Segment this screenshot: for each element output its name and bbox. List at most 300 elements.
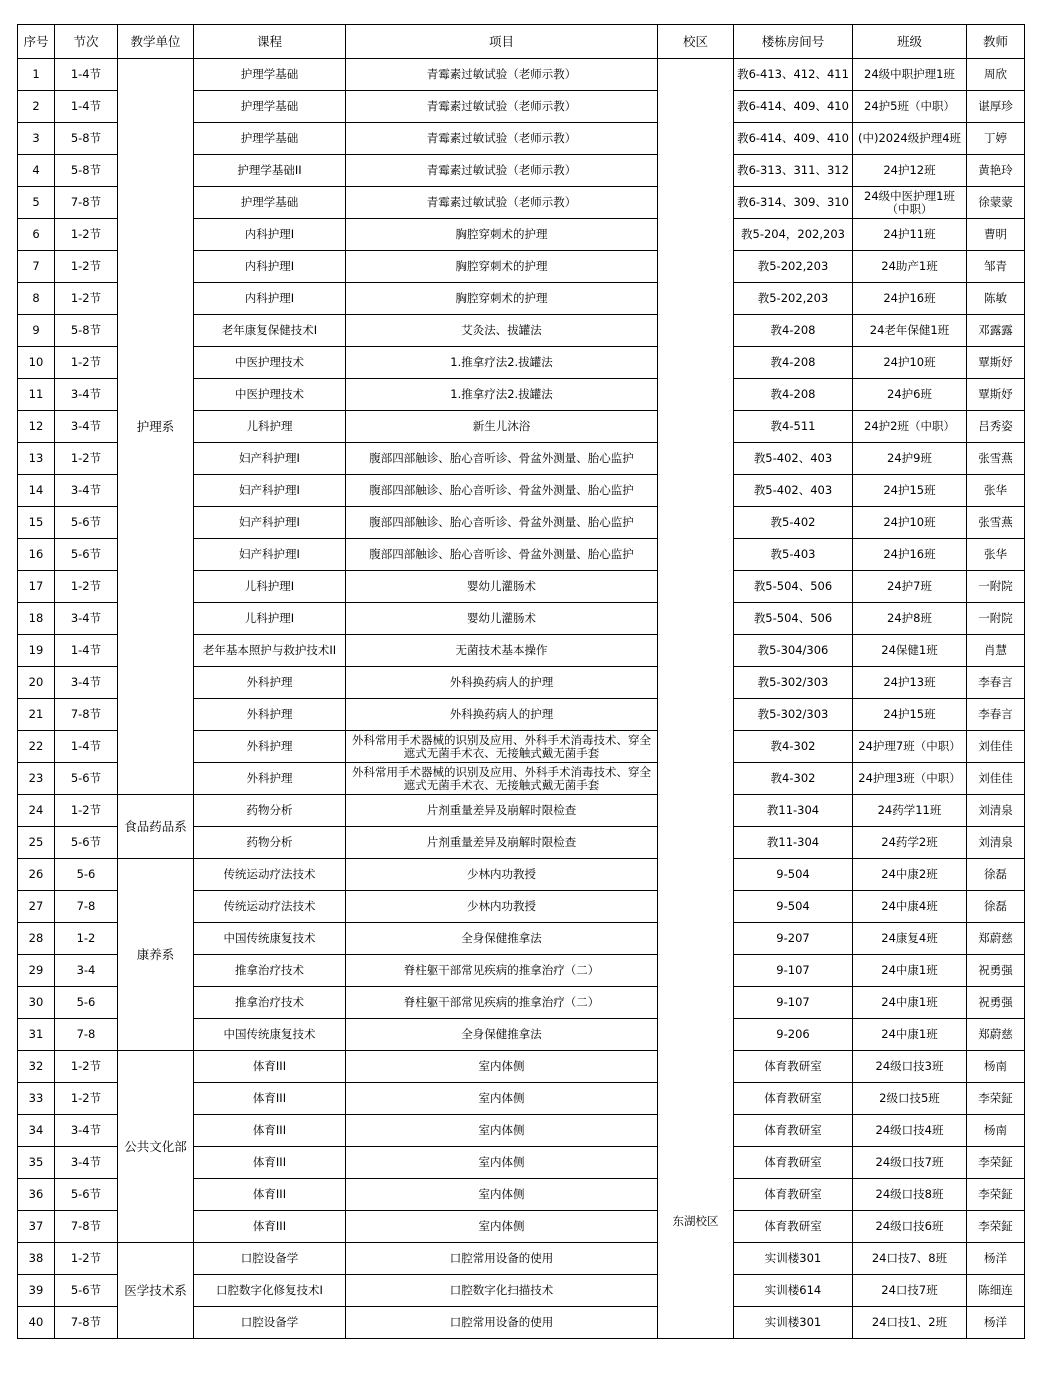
- row-teacher: 肖慧: [967, 635, 1025, 667]
- row-class: 24级中职护理1班: [853, 59, 967, 91]
- row-class: 24口技7、8班: [853, 1243, 967, 1275]
- row-period: 5-6: [55, 987, 118, 1019]
- row-period: 5-8节: [55, 315, 118, 347]
- row-item: 青霉素过敏试验（老师示教）: [346, 91, 658, 123]
- row-room: 体育教研室: [734, 1179, 853, 1211]
- row-no: 19: [18, 635, 55, 667]
- row-period: 7-8: [55, 891, 118, 923]
- row-period: 1-2节: [55, 571, 118, 603]
- row-no: 1: [18, 59, 55, 91]
- row-teacher: 一附院: [967, 603, 1025, 635]
- row-period: 7-8节: [55, 1211, 118, 1243]
- header-teacher: 教师: [967, 25, 1025, 59]
- row-no: 26: [18, 859, 55, 891]
- row-item: 外科换药病人的护理: [346, 667, 658, 699]
- row-room: 教5-302/303: [734, 699, 853, 731]
- row-item: 新生儿沐浴: [346, 411, 658, 443]
- row-room: 实训楼614: [734, 1275, 853, 1307]
- row-room: 教5-302/303: [734, 667, 853, 699]
- row-period: 3-4节: [55, 379, 118, 411]
- row-room: 实训楼301: [734, 1243, 853, 1275]
- row-class: 24护15班: [853, 699, 967, 731]
- row-class: 24护16班: [853, 283, 967, 315]
- row-item: 外科换药病人的护理: [346, 699, 658, 731]
- row-item: 婴幼儿灌肠术: [346, 571, 658, 603]
- row-course: 体育III: [194, 1179, 346, 1211]
- row-teacher: 李春言: [967, 667, 1025, 699]
- header-row: [18, 25, 1025, 59]
- row-course: 口腔数字化修复技术I: [194, 1275, 346, 1307]
- row-teacher: 李荣鉦: [967, 1179, 1025, 1211]
- row-class: 24护2班（中职）: [853, 411, 967, 443]
- row-course: 妇产科护理I: [194, 507, 346, 539]
- row-course: 内科护理I: [194, 219, 346, 251]
- row-item: 腹部四部触诊、胎心音听诊、骨盆外测量、胎心监护: [346, 507, 658, 539]
- row-room: 9-504: [734, 859, 853, 891]
- header-course: 课程: [194, 25, 346, 59]
- row-no: 25: [18, 827, 55, 859]
- row-item: 少林内功教授: [346, 859, 658, 891]
- row-no: 8: [18, 283, 55, 315]
- row-course: 传统运动疗法技术: [194, 859, 346, 891]
- row-no: 7: [18, 251, 55, 283]
- row-class: 24康复4班: [853, 923, 967, 955]
- row-room: 体育教研室: [734, 1051, 853, 1083]
- row-item: 室内体侧: [346, 1211, 658, 1243]
- row-room: 教6-314、309、310: [734, 187, 853, 219]
- row-course: 推拿治疗技术: [194, 987, 346, 1019]
- row-room: 教5-504、506: [734, 603, 853, 635]
- row-item: 全身保健推拿法: [346, 923, 658, 955]
- row-no: 28: [18, 923, 55, 955]
- row-room: 教5-402、403: [734, 475, 853, 507]
- row-course: 体育III: [194, 1115, 346, 1147]
- row-course: 药物分析: [194, 795, 346, 827]
- row-class: 24级口技8班: [853, 1179, 967, 1211]
- row-teacher: 覃斯妤: [967, 379, 1025, 411]
- row-class: 24护9班: [853, 443, 967, 475]
- row-course: 护理学基础: [194, 59, 346, 91]
- row-room: 教5-402: [734, 507, 853, 539]
- row-period: 1-2节: [55, 251, 118, 283]
- row-course: 体育III: [194, 1147, 346, 1179]
- row-no: 31: [18, 1019, 55, 1051]
- row-class: 24级口技6班: [853, 1211, 967, 1243]
- row-class: 24保健1班: [853, 635, 967, 667]
- table-row: [18, 1243, 1025, 1275]
- row-class: 24护理3班（中职）: [853, 763, 967, 795]
- row-period: 7-8节: [55, 699, 118, 731]
- row-room: 教5-504、506: [734, 571, 853, 603]
- row-no: 29: [18, 955, 55, 987]
- row-no: 13: [18, 443, 55, 475]
- row-room: 教5-403: [734, 539, 853, 571]
- row-no: 21: [18, 699, 55, 731]
- row-course: 儿科护理: [194, 411, 346, 443]
- row-item: 口腔数字化扫描技术: [346, 1275, 658, 1307]
- row-room: 教11-304: [734, 795, 853, 827]
- row-period: 5-6节: [55, 763, 118, 795]
- row-period: 5-6节: [55, 539, 118, 571]
- row-class: 24级口技7班: [853, 1147, 967, 1179]
- row-room: 教11-304: [734, 827, 853, 859]
- row-teacher: 杨洋: [967, 1307, 1025, 1339]
- row-period: 3-4节: [55, 603, 118, 635]
- row-room: 9-504: [734, 891, 853, 923]
- row-course: 外科护理: [194, 667, 346, 699]
- row-class: 24护6班: [853, 379, 967, 411]
- row-item: 室内体侧: [346, 1115, 658, 1147]
- row-period: 1-4节: [55, 731, 118, 763]
- row-period: 1-2节: [55, 1051, 118, 1083]
- row-item: 室内体侧: [346, 1147, 658, 1179]
- row-item: 外科常用手术器械的识别及应用、外科手术消毒技术、穿全遮式无菌手术衣、无接触式戴无菌手套: [346, 731, 658, 763]
- row-no: 2: [18, 91, 55, 123]
- row-department: 护理系: [118, 59, 194, 795]
- row-room: 教6-414、409、410: [734, 123, 853, 155]
- row-course: 外科护理: [194, 731, 346, 763]
- row-teacher: 郑蔚慈: [967, 1019, 1025, 1051]
- row-item: 口腔常用设备的使用: [346, 1243, 658, 1275]
- row-class: 24级口技4班: [853, 1115, 967, 1147]
- row-period: 1-2节: [55, 443, 118, 475]
- row-period: 1-2节: [55, 283, 118, 315]
- row-teacher: 丁婷: [967, 123, 1025, 155]
- row-period: 3-4节: [55, 667, 118, 699]
- row-teacher: 祝勇强: [967, 987, 1025, 1019]
- row-teacher: 刘清泉: [967, 827, 1025, 859]
- row-course: 中国传统康复技术: [194, 1019, 346, 1051]
- row-course: 内科护理I: [194, 251, 346, 283]
- row-teacher: 谌厚珍: [967, 91, 1025, 123]
- row-department: 公共文化部: [118, 1051, 194, 1243]
- row-teacher: 张雪燕: [967, 443, 1025, 475]
- row-room: 教4-511: [734, 411, 853, 443]
- row-teacher: 李荣鉦: [967, 1083, 1025, 1115]
- row-no: 6: [18, 219, 55, 251]
- row-teacher: 刘佳佳: [967, 763, 1025, 795]
- header-room: 楼栋房间号: [734, 25, 853, 59]
- row-period: 5-6节: [55, 507, 118, 539]
- row-department: 医学技术系: [118, 1243, 194, 1339]
- row-no: 30: [18, 987, 55, 1019]
- row-period: 5-6节: [55, 1275, 118, 1307]
- row-class: 24护16班: [853, 539, 967, 571]
- row-class: 24药学11班: [853, 795, 967, 827]
- row-period: 1-2节: [55, 795, 118, 827]
- row-item: 室内体侧: [346, 1083, 658, 1115]
- row-no: 34: [18, 1115, 55, 1147]
- row-no: 22: [18, 731, 55, 763]
- header-item: 项目: [346, 25, 658, 59]
- row-no: 20: [18, 667, 55, 699]
- row-period: 1-2节: [55, 1243, 118, 1275]
- row-course: 内科护理I: [194, 283, 346, 315]
- row-class: 2级口技5班: [853, 1083, 967, 1115]
- row-room: 体育教研室: [734, 1083, 853, 1115]
- row-class: (中)2024级护理4班: [853, 123, 967, 155]
- row-course: 老年基本照护与救护技术II: [194, 635, 346, 667]
- row-period: 3-4节: [55, 475, 118, 507]
- row-no: 36: [18, 1179, 55, 1211]
- row-item: 脊柱躯干部常见疾病的推拿治疗（二）: [346, 955, 658, 987]
- row-teacher: 刘清泉: [967, 795, 1025, 827]
- row-teacher: 徐磊: [967, 891, 1025, 923]
- row-teacher: 刘佳佳: [967, 731, 1025, 763]
- row-class: 24护11班: [853, 219, 967, 251]
- row-teacher: 邹青: [967, 251, 1025, 283]
- row-no: 4: [18, 155, 55, 187]
- row-teacher: 李春言: [967, 699, 1025, 731]
- row-no: 5: [18, 187, 55, 219]
- row-class: 24口技1、2班: [853, 1307, 967, 1339]
- header-period: 节次: [55, 25, 118, 59]
- row-teacher: 张华: [967, 539, 1025, 571]
- row-teacher: 周欣: [967, 59, 1025, 91]
- header-campus: 校区: [658, 25, 734, 59]
- row-period: 3-4节: [55, 1147, 118, 1179]
- row-period: 1-2节: [55, 219, 118, 251]
- row-no: 16: [18, 539, 55, 571]
- row-period: 5-8节: [55, 155, 118, 187]
- row-room: 教4-208: [734, 315, 853, 347]
- row-class: 24护10班: [853, 347, 967, 379]
- row-course: 妇产科护理I: [194, 443, 346, 475]
- row-no: 11: [18, 379, 55, 411]
- row-item: 青霉素过敏试验（老师示教）: [346, 187, 658, 219]
- row-no: 17: [18, 571, 55, 603]
- row-no: 39: [18, 1275, 55, 1307]
- row-class: 24中康2班: [853, 859, 967, 891]
- row-course: 护理学基础: [194, 187, 346, 219]
- row-period: 1-2节: [55, 1083, 118, 1115]
- row-class: 24助产1班: [853, 251, 967, 283]
- row-class: 24护12班: [853, 155, 967, 187]
- row-room: 教4-302: [734, 731, 853, 763]
- row-class: 24中康4班: [853, 891, 967, 923]
- row-class: 24护15班: [853, 475, 967, 507]
- row-item: 青霉素过敏试验（老师示教）: [346, 59, 658, 91]
- row-teacher: 徐磊: [967, 859, 1025, 891]
- row-room: 9-206: [734, 1019, 853, 1051]
- row-teacher: 李荣鉦: [967, 1147, 1025, 1179]
- row-room: 体育教研室: [734, 1147, 853, 1179]
- table-body: [18, 59, 1025, 1339]
- row-no: 32: [18, 1051, 55, 1083]
- row-period: 1-2: [55, 923, 118, 955]
- row-period: 7-8节: [55, 187, 118, 219]
- row-item: 外科常用手术器械的识别及应用、外科手术消毒技术、穿全遮式无菌手术衣、无接触式戴无菌手套: [346, 763, 658, 795]
- row-item: 胸腔穿刺术的护理: [346, 219, 658, 251]
- row-course: 传统运动疗法技术: [194, 891, 346, 923]
- row-teacher: 陈细连: [967, 1275, 1025, 1307]
- row-item: 口腔常用设备的使用: [346, 1307, 658, 1339]
- row-room: 教4-302: [734, 763, 853, 795]
- row-period: 3-4: [55, 955, 118, 987]
- row-room: 教4-208: [734, 347, 853, 379]
- row-course: 推拿治疗技术: [194, 955, 346, 987]
- row-course: 体育III: [194, 1083, 346, 1115]
- row-item: 腹部四部触诊、胎心音听诊、骨盆外测量、胎心监护: [346, 539, 658, 571]
- row-teacher: 祝勇强: [967, 955, 1025, 987]
- row-class: 24护10班: [853, 507, 967, 539]
- row-period: 5-6: [55, 859, 118, 891]
- row-course: 外科护理: [194, 699, 346, 731]
- row-course: 外科护理: [194, 763, 346, 795]
- row-teacher: 覃斯妤: [967, 347, 1025, 379]
- row-no: 15: [18, 507, 55, 539]
- row-no: 40: [18, 1307, 55, 1339]
- row-teacher: 陈敏: [967, 283, 1025, 315]
- row-item: 片剂重量差异及崩解时限检查: [346, 827, 658, 859]
- row-period: 1-2节: [55, 347, 118, 379]
- row-room: 体育教研室: [734, 1115, 853, 1147]
- row-item: 片剂重量差异及崩解时限检查: [346, 795, 658, 827]
- row-period: 3-4节: [55, 411, 118, 443]
- row-class: 24级中医护理1班（中职）: [853, 187, 967, 219]
- row-item: 艾灸法、拔罐法: [346, 315, 658, 347]
- row-period: 1-4节: [55, 91, 118, 123]
- row-class: 24中康1班: [853, 1019, 967, 1051]
- row-class: 24中康1班: [853, 987, 967, 1019]
- row-teacher: 杨南: [967, 1051, 1025, 1083]
- table-row: [18, 795, 1025, 827]
- header-class: 班级: [853, 25, 967, 59]
- row-no: 9: [18, 315, 55, 347]
- row-period: 1-4节: [55, 635, 118, 667]
- row-course: 儿科护理I: [194, 603, 346, 635]
- row-course: 护理学基础: [194, 91, 346, 123]
- row-teacher: 吕秀姿: [967, 411, 1025, 443]
- row-course: 口腔设备学: [194, 1243, 346, 1275]
- row-no: 23: [18, 763, 55, 795]
- table-row: [18, 59, 1025, 91]
- row-teacher: 一附院: [967, 571, 1025, 603]
- row-item: 胸腔穿刺术的护理: [346, 251, 658, 283]
- row-teacher: 张雪燕: [967, 507, 1025, 539]
- row-item: 室内体侧: [346, 1179, 658, 1211]
- row-no: 27: [18, 891, 55, 923]
- row-item: 腹部四部触诊、胎心音听诊、骨盆外测量、胎心监护: [346, 475, 658, 507]
- row-period: 5-6节: [55, 827, 118, 859]
- row-course: 中医护理技术: [194, 379, 346, 411]
- row-item: 1.推拿疗法2.拔罐法: [346, 379, 658, 411]
- row-item: 全身保健推拿法: [346, 1019, 658, 1051]
- row-room: 教5-202,203: [734, 251, 853, 283]
- row-teacher: 郑蔚慈: [967, 923, 1025, 955]
- row-item: 腹部四部触诊、胎心音听诊、骨盆外测量、胎心监护: [346, 443, 658, 475]
- row-course: 老年康复保健技术I: [194, 315, 346, 347]
- row-room: 教5-202,203: [734, 283, 853, 315]
- row-item: 婴幼儿灌肠术: [346, 603, 658, 635]
- row-department: 食品药品系: [118, 795, 194, 859]
- row-item: 无菌技术基本操作: [346, 635, 658, 667]
- row-class: 24护13班: [853, 667, 967, 699]
- row-room: 教5-304/306: [734, 635, 853, 667]
- row-no: 3: [18, 123, 55, 155]
- row-no: 35: [18, 1147, 55, 1179]
- row-teacher: 徐蒙蒙: [967, 187, 1025, 219]
- row-no: 24: [18, 795, 55, 827]
- row-teacher: 黄艳玲: [967, 155, 1025, 187]
- row-item: 少林内功教授: [346, 891, 658, 923]
- row-room: 体育教研室: [734, 1211, 853, 1243]
- header-no: 序号: [18, 25, 55, 59]
- row-class: 24老年保健1班: [853, 315, 967, 347]
- schedule-table: [17, 24, 1025, 1339]
- row-teacher: 李荣鉦: [967, 1211, 1025, 1243]
- row-period: 7-8: [55, 1019, 118, 1051]
- row-teacher: 杨南: [967, 1115, 1025, 1147]
- row-department: 康养系: [118, 859, 194, 1051]
- row-room: 9-107: [734, 955, 853, 987]
- row-class: 24级口技3班: [853, 1051, 967, 1083]
- row-period: 5-8节: [55, 123, 118, 155]
- row-course: 中国传统康复技术: [194, 923, 346, 955]
- row-course: 护理学基础: [194, 123, 346, 155]
- row-teacher: 张华: [967, 475, 1025, 507]
- row-class: 24护8班: [853, 603, 967, 635]
- row-course: 妇产科护理I: [194, 475, 346, 507]
- row-class: 24护5班（中职）: [853, 91, 967, 123]
- row-course: 体育III: [194, 1211, 346, 1243]
- row-course: 中医护理技术: [194, 347, 346, 379]
- row-no: 12: [18, 411, 55, 443]
- row-course: 体育III: [194, 1051, 346, 1083]
- row-room: 教5-204，202,203: [734, 219, 853, 251]
- row-item: 青霉素过敏试验（老师示教）: [346, 123, 658, 155]
- row-room: 实训楼301: [734, 1307, 853, 1339]
- row-class: 24药学2班: [853, 827, 967, 859]
- row-class: 24口技7班: [853, 1275, 967, 1307]
- row-no: 14: [18, 475, 55, 507]
- row-item: 1.推拿疗法2.拔罐法: [346, 347, 658, 379]
- row-teacher: 杨洋: [967, 1243, 1025, 1275]
- row-teacher: 曹明: [967, 219, 1025, 251]
- row-course: 儿科护理I: [194, 571, 346, 603]
- row-course: 口腔设备学: [194, 1307, 346, 1339]
- row-period: 7-8节: [55, 1307, 118, 1339]
- row-no: 33: [18, 1083, 55, 1115]
- row-course: 妇产科护理I: [194, 539, 346, 571]
- row-room: 教6-414、409、410: [734, 91, 853, 123]
- row-room: 教6-313、311、312: [734, 155, 853, 187]
- row-room: 教5-402、403: [734, 443, 853, 475]
- row-item: 室内体侧: [346, 1051, 658, 1083]
- row-room: 9-107: [734, 987, 853, 1019]
- row-no: 38: [18, 1243, 55, 1275]
- row-teacher: 邓露露: [967, 315, 1025, 347]
- header-department: 教学单位: [118, 25, 194, 59]
- row-no: 10: [18, 347, 55, 379]
- row-class: 24护7班: [853, 571, 967, 603]
- row-course: 护理学基础II: [194, 155, 346, 187]
- row-room: 9-207: [734, 923, 853, 955]
- row-no: 37: [18, 1211, 55, 1243]
- row-item: 胸腔穿刺术的护理: [346, 283, 658, 315]
- row-class: 24护理7班（中职）: [853, 731, 967, 763]
- row-period: 5-6节: [55, 1179, 118, 1211]
- row-item: 青霉素过敏试验（老师示教）: [346, 155, 658, 187]
- row-course: 药物分析: [194, 827, 346, 859]
- row-period: 1-4节: [55, 59, 118, 91]
- row-class: 24中康1班: [853, 955, 967, 987]
- row-room: 教6-413、412、411: [734, 59, 853, 91]
- table-row: [18, 859, 1025, 891]
- row-period: 3-4节: [55, 1115, 118, 1147]
- row-no: 18: [18, 603, 55, 635]
- table-row: [18, 1051, 1025, 1083]
